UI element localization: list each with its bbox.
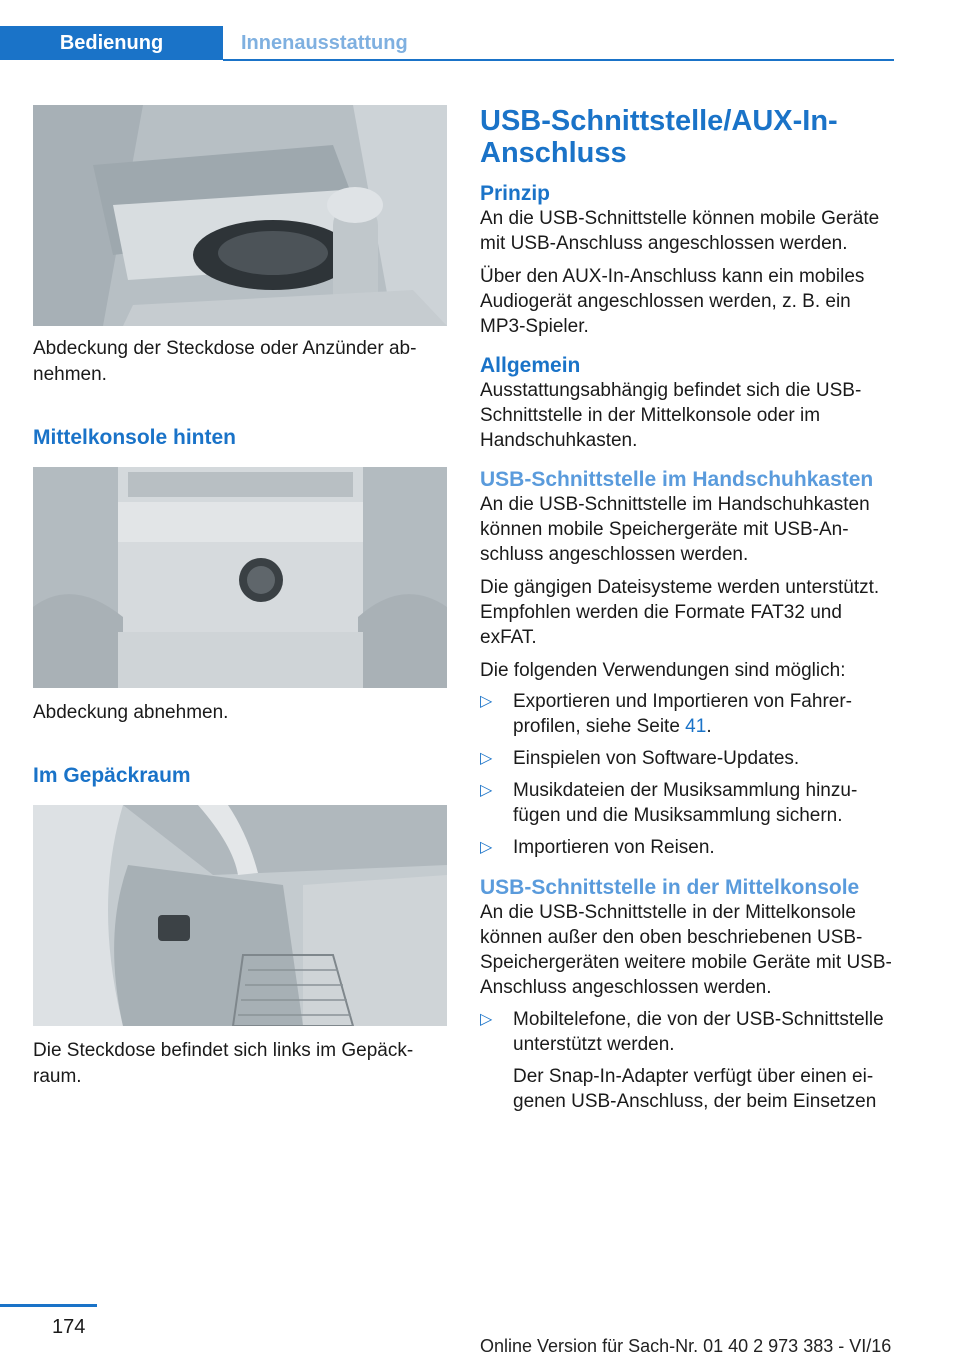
left-column (33, 105, 447, 1090)
footer-rule (0, 1304, 97, 1307)
usage-list (480, 689, 898, 860)
list-item (480, 1007, 898, 1114)
caption-rear-console: Abdeckung abnehmen. (33, 702, 229, 723)
caption-front-console: Abdeckung der Steckdose oder Anzünder abnehmen. (33, 338, 417, 385)
list-item-text: Exportieren und Importieren von Fahrerprofilen, siehe Seite (513, 691, 852, 737)
figure-trunk (33, 805, 447, 1026)
heading-usb-handschuhkasten: USB-Schnittstelle im Handschuhkasten (480, 468, 874, 491)
prinzip-paragraph-2: Über den AUX-In-Anschluss kann ein mobiles Audiogerät angeschlossen werden, z. B. ein MP3-Spieler. (480, 266, 865, 337)
heading-prinzip: Prinzip (480, 182, 551, 205)
triangle-right-icon: ▷ (480, 750, 493, 767)
figure-front-console (33, 105, 447, 326)
list-item (480, 835, 898, 860)
list-item-text: Einspielen von Software-Updates. (513, 748, 800, 769)
triangle-right-icon: ▷ (480, 782, 493, 799)
figure-rear-console (33, 467, 447, 688)
triangle-right-icon: ▷ (480, 839, 493, 856)
list-item (480, 746, 898, 771)
device-list (480, 1007, 898, 1114)
rear-console-image (33, 467, 447, 688)
trunk-image (33, 805, 447, 1026)
list-item-text: Importieren von Reisen. (513, 837, 715, 858)
allgemein-paragraph-1: Ausstattungsabhängig befindet sich die USB-Schnittstelle in der Mittelkonsole oder im Handschuhkasten. (480, 380, 862, 451)
heading-mittelkonsole-hinten: Mittelkonsole hinten (33, 426, 237, 449)
caption-trunk: Die Steckdose befindet sich links im Gepäckraum. (33, 1040, 414, 1087)
usb-console-paragraph-1: An die USB-Schnittstelle in der Mittelkonsole können außer den oben beschriebenen USB-Speichergeräten weitere mobile Geräte mit USB-Anschluss angeschlossen werden. (480, 902, 892, 998)
section-title: USB-Schnittstelle/AUX-In-Anschluss (480, 105, 838, 169)
list-item-subparagraph: Der Snap-In-Adapter verfügt über einen eigenen USB-Anschluss, der beim Einsetzen (513, 1066, 877, 1112)
triangle-right-icon: ▷ (480, 1011, 493, 1028)
page-header (0, 26, 894, 62)
page-link[interactable]: 41 (685, 716, 707, 737)
page-number: 174 (52, 1316, 86, 1338)
list-item-suffix: . (706, 716, 712, 737)
prinzip-paragraph-1: An die USB-Schnittstelle können mobile Geräte mit USB-Anschluss angeschlossen werden. (480, 208, 880, 254)
footer-version: Online Version für Sach-Nr. 01 40 2 973 383 - VI/16 (480, 1336, 892, 1356)
usb-glove-paragraph-2: Die gängigen Dateisysteme werden unterstützt. Empfohlen werden die Formate FAT32 und exFAT. (480, 577, 880, 648)
tab-innenausstattung[interactable]: Innenausstattung (241, 32, 408, 54)
heading-allgemein: Allgemein (480, 354, 581, 377)
list-item (480, 689, 898, 739)
front-console-image (33, 105, 447, 326)
usb-glove-paragraph-1: An die USB-Schnittstelle im Handschuhkasten können mobile Speichergeräte mit USB-Anschluss angeschlossen werden. (480, 494, 870, 565)
list-item (480, 778, 898, 828)
triangle-right-icon: ▷ (480, 693, 493, 710)
heading-usb-mittelkonsole: USB-Schnittstelle in der Mittelkonsole (480, 876, 860, 899)
usb-glove-paragraph-3: Die folgenden Verwendungen sind möglich: (480, 660, 846, 681)
header-rule (223, 59, 894, 61)
heading-gepaeckraum: Im Gepäckraum (33, 764, 191, 787)
right-column (480, 105, 898, 1114)
tab-bedienung[interactable]: Bedienung (0, 26, 223, 60)
list-item-text: Mobiltelefone, die von der USB-Schnittstelle unterstützt werden. (513, 1009, 884, 1055)
list-item-text: Musikdateien der Musiksammlung hinzufügen und die Musiksammlung sichern. (513, 780, 858, 826)
